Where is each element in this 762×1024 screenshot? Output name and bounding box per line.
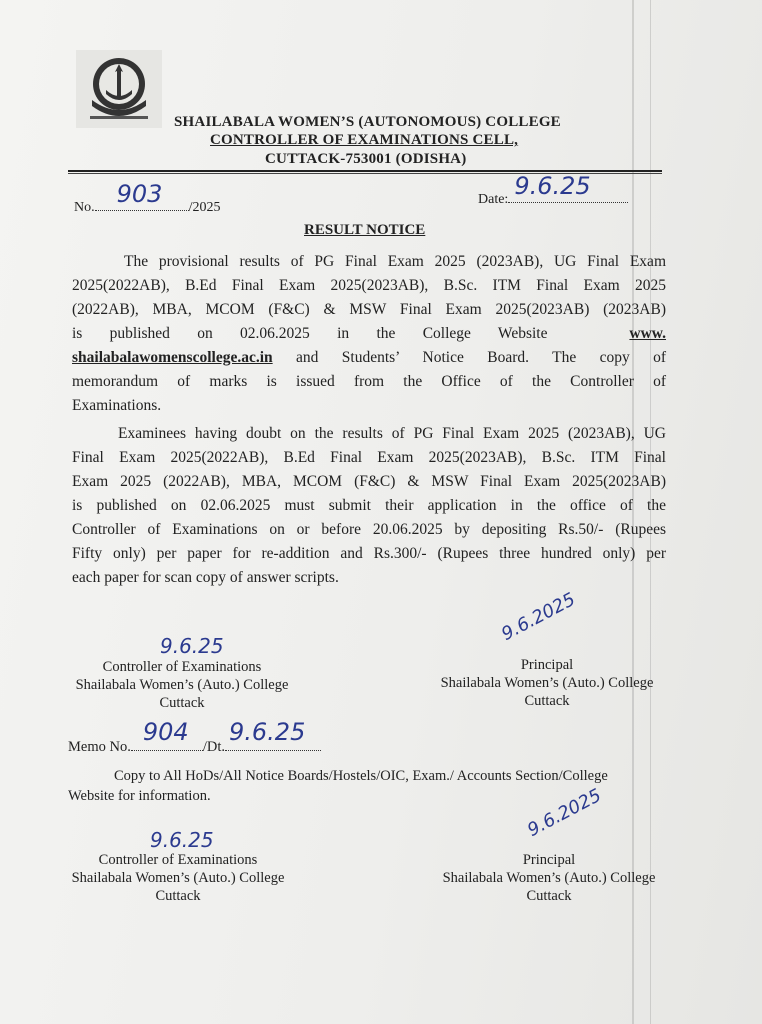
result-paragraph — [72, 250, 666, 418]
reference-year: /2025 — [188, 200, 221, 215]
memo-reference — [68, 718, 321, 756]
principal-signature-block — [422, 656, 672, 710]
college-website-link[interactable]: shailabalawomenscollege.ac.in — [72, 349, 273, 366]
controller-signature-block — [56, 851, 300, 905]
signatory-college: Shailabala Women’s (Auto.) College — [71, 870, 285, 886]
college-logo — [76, 50, 162, 128]
memo-number: 904 — [142, 718, 189, 746]
signatory-title: Principal — [522, 852, 576, 868]
signatory-city: Cuttack — [155, 888, 201, 904]
signatory-city: Cuttack — [159, 695, 205, 711]
paragraph-line — [72, 346, 666, 370]
signatory-title: Principal — [520, 657, 574, 673]
memo-date-label: /Dt. — [202, 739, 225, 755]
signatory-college: Shailabala Women’s (Auto.) College — [75, 677, 289, 693]
controller-signature-block — [60, 658, 304, 712]
memo-date: 9.6.25 — [229, 718, 306, 746]
paragraph-line: is published on 02.06.2025 must submit their application in the office of the — [72, 497, 666, 514]
signatory-city: Cuttack — [526, 888, 572, 904]
notice-date — [478, 172, 628, 208]
copy-line: Copy to All HoDs/All Notice Boards/Hostels/OIC, Exam./ Accounts Section/College — [114, 768, 608, 784]
controller-initials: 9.6.25 — [150, 828, 214, 852]
paragraph-text: is published on 02.06.2025 in the College Website — [72, 325, 548, 342]
reference-number-value: 903 — [116, 180, 163, 208]
paragraph-line: Controller of Examinations on or before 20.06.2025 by depositing Rs.50/- (Rupees — [72, 521, 666, 538]
paragraph-text: and Students’ Notice Board. The copy of — [272, 349, 666, 366]
notice-date-value: 9.6.25 — [514, 172, 591, 200]
controller-initials: 9.6.25 — [160, 634, 224, 658]
paragraph-line: Final Exam 2025(2022AB), B.Ed Final Exam 2025(2023AB), B.Sc. ITM Final — [72, 449, 666, 466]
revaluation-paragraph — [72, 422, 666, 590]
reference-number — [74, 180, 221, 216]
paragraph-line — [72, 322, 666, 346]
college-address: CUTTACK-753001 (ODISHA) — [265, 151, 467, 167]
paragraph-line: each paper for scan copy of answer scripts. — [72, 569, 339, 586]
memo-label: Memo No. — [68, 739, 131, 755]
signatory-title: Controller of Examinations — [98, 852, 258, 868]
paragraph-line: (2022AB), MBA, MCOM (F&C) & MSW Final Exam 2025(2023AB) (2023AB) — [72, 301, 666, 318]
notice-date-label: Date: — [478, 192, 509, 207]
principal-signature-block — [424, 851, 674, 905]
college-website-link-prefix[interactable]: www. — [629, 325, 667, 342]
paragraph-line: The provisional results of PG Final Exam 2025 (2023AB), UG Final Exam — [124, 253, 666, 270]
signatory-college: Shailabala Women’s (Auto.) College — [442, 870, 656, 886]
principal-initials: 9.6.2025 — [498, 588, 579, 645]
office-name: CONTROLLER OF EXAMINATIONS CELL, — [210, 132, 519, 148]
paragraph-line: Examinations. — [72, 397, 162, 414]
notice-title: RESULT NOTICE — [304, 222, 426, 238]
paragraph-line: Fifty only) per paper for re-addition and Rs.300/- (Rupees three hundred only) per — [72, 545, 666, 562]
college-name: SHAILABALA WOMEN’S (AUTONOMOUS) COLLEGE — [174, 114, 561, 130]
principal-initials: 9.6.2025 — [524, 784, 605, 841]
paragraph-line: Examinees having doubt on the results of PG Final Exam 2025 (2023AB), UG — [118, 425, 666, 442]
copy-line: Website for information. — [68, 788, 211, 804]
signatory-college: Shailabala Women’s (Auto.) College — [440, 675, 654, 691]
signatory-city: Cuttack — [524, 693, 570, 709]
signatory-title: Controller of Examinations — [102, 659, 262, 675]
paragraph-line: Exam 2025 (2022AB), MBA, MCOM (F&C) & MSW Final Exam 2025(2023AB) — [72, 473, 666, 490]
paragraph-line: memorandum of marks is issued from the Office of the Controller of — [72, 373, 666, 390]
reference-number-label: No. — [74, 200, 95, 215]
paragraph-line: 2025(2022AB), B.Ed Final Exam 2025(2023AB), B.Sc. ITM Final Exam 2025 — [72, 277, 666, 294]
